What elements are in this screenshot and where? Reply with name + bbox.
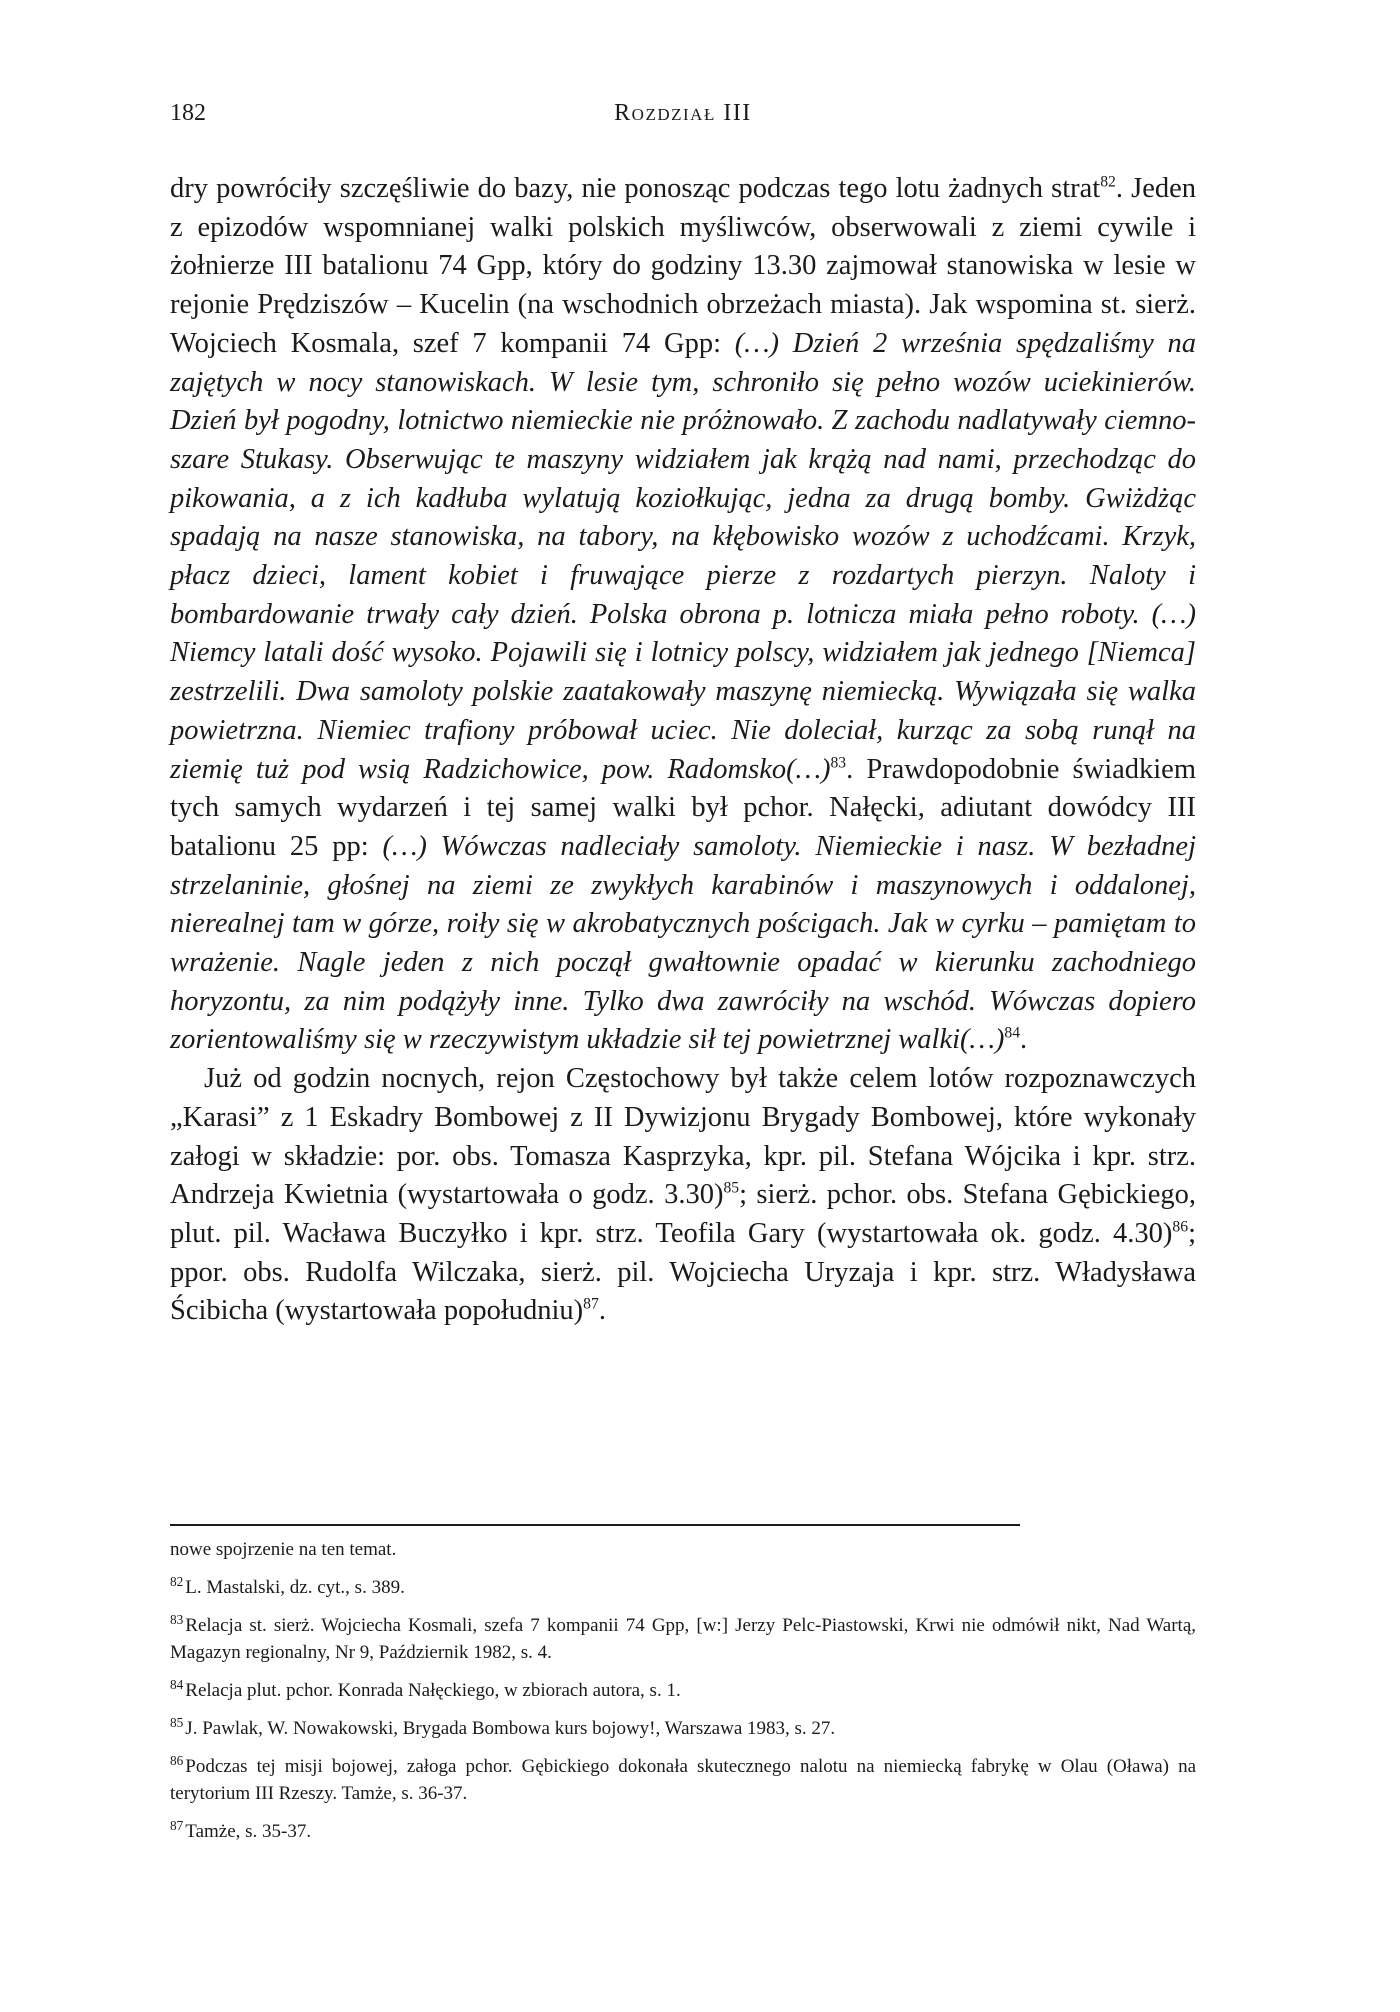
text-run: ; ppor. obs. Rudolfa Wilczaka, sierż. pil. Wojciecha Uryzaja i kpr. strz. Władysława Ścibicha (wystartowała popołudniu) <box>170 1217 1196 1327</box>
footnote-continuation <box>170 1536 1196 1563</box>
text-run: . Jeden z epizodów wspomnianej walki polskich myśliwców, obserwowali z ziemi cywile i żołnierze III batalionu 74 Gpp, który do godziny 13.30 zajmował stanowiska w lesie w rejonie Prędziszów – Kucelin (na wschodnich obrzeżach miasta). Jak wspomina st. sierż. Wojciech Kosmala, szef 7 kompanii 74 Gpp: <box>170 173 1197 359</box>
footnote-83 <box>170 1612 1196 1666</box>
paragraph-2 <box>170 1060 1196 1331</box>
footnote-ref-87: 87 <box>583 1295 599 1313</box>
footnote-text: Relacja st. sierż. Wojciecha Kosmali, szefa 7 kompanii 74 Gpp, [w:] Jerzy Pelc-Piastowski, Krwi nie odmówił nikt, Nad Wartą, Magazyn regionalny, Nr 9, Październik 1982, s. 4. <box>170 1615 1196 1663</box>
running-head <box>170 100 1196 134</box>
text-run: . Prawdopodobnie świadkiem tych samych wydarzeń i tej samej walki był pchor. Nałęcki, adiutant dowódcy III batalionu 25 pp: <box>170 753 1196 862</box>
footnote-ref-85: 85 <box>723 1179 740 1197</box>
footnote-85 <box>170 1715 1196 1742</box>
quotation-nalecki: (…) Wówczas nadleciały samoloty. Niemieckie i nasz. W bezładnej strzelaninie, głośnej na ziemi ze zwykłych karabinów i maszynowych i oddalonej, nierealnej tam w górze, roiły się w akrobatycznych pościgach. Jak w cyrku – pamiętam to wrażenie. Nagle jeden z nich począł gwałtownie opadać w kierunku zachodniego horyzontu, za nim podążyły inne. Tylko dwa zawróciły na wschód. Wówczas dopiero zorientowaliśmy się w rzeczywistym układzie sił tej powietrznej walki(…) <box>170 830 1196 1056</box>
chapter-title: Rozdział III <box>614 100 752 126</box>
footnote-ref-83: 83 <box>830 754 847 772</box>
footnote-ref-84: 84 <box>1004 1024 1021 1042</box>
main-text <box>170 170 1196 1331</box>
footnote-number: 82 <box>170 1573 184 1589</box>
footnote-text: Tamże, s. 35-37. <box>185 1821 312 1842</box>
footnote-ref-82: 82 <box>1100 173 1116 191</box>
footnote-divider <box>170 1524 1020 1526</box>
text-run: . <box>598 1295 606 1327</box>
footnote-number: 84 <box>170 1676 184 1692</box>
footnote-number: 85 <box>170 1714 184 1730</box>
text-run: dry powróciły szczęśliwie do bazy, nie ponosząc podczas tego lotu żadnych strat <box>170 173 1101 204</box>
footnote-87 <box>170 1818 1196 1845</box>
footnote-text: J. Pawlak, W. Nowakowski, Brygada Bombowa kurs bojowy!, Warszawa 1983, s. 27. <box>185 1718 836 1739</box>
footnote-number: 87 <box>170 1817 184 1833</box>
footnote-text: L. Mastalski, dz. cyt., s. 389. <box>185 1577 405 1598</box>
text-run: Już od godzin nocnych, rejon Częstochowy był także celem lotów rozpoznawczych „Karasi” z 1 Eskadry Bombowej z II Dywizjonu Brygady Bombowej, które wykonały załogi w składzie: por. obs. Tomasza Kasprzyka, kpr. pil. Stefana Wójcika i kpr. strz. Andrzeja Kwietnia (wystartowała o godz. 3.30) <box>170 1063 1196 1211</box>
footnote-text: nowe spojrzenie na ten temat. <box>170 1539 397 1560</box>
footnote-text: Relacja plut. pchor. Konrada Nałęckiego, w zbiorach autora, s. 1. <box>185 1680 681 1701</box>
footnote-84 <box>170 1677 1196 1704</box>
footnote-82 <box>170 1574 1196 1601</box>
footnote-86 <box>170 1753 1196 1807</box>
quotation-kosmala: (…) Dzień 2 września spędzaliśmy na zajętych w nocy stanowiskach. W lesie tym, schroniło się pełno wozów uciekinierów. Dzień był pogodny, lotnictwo niemieckie nie próżnowało. Z zachodu nadlatywały ciemno-szare Stukasy. Obserwując te maszyny widziałem jak krążą nad nami, przechodząc do pikowania, a z ich kadłuba wylatują koziołkując, jedna za drugą bomby. Gwiżdżąc spadają na nasze stanowiska, na tabory, na kłębowisko wozów z uchodźcami. Krzyk, płacz dzieci, lament kobiet i fruwające pierze z rozdartych pierzyn. Naloty i bombardowanie trwały cały dzień. Polska obrona p. lotnicza miała pełno roboty. (…) Niemcy latali dość wysoko. Pojawili się i lotnicy polscy, widziałem jak jednego [Niemca] zestrzelili. Dwa samoloty polskie zaatakowały maszynę niemiecką. Wywiązała się walka powietrzna. Niemiec trafiony próbował uciec. Nie doleciał, kurząc za sobą runął na ziemię tuż pod wsią Radzichowice, pow. Radomsko(…) <box>170 327 1197 785</box>
footnote-number: 86 <box>170 1752 184 1768</box>
text-run: ; sierż. pchor. obs. Stefana Gębickiego, plut. pil. Wacława Buczyłko i kpr. strz. Teofila Gary (wystartowała ok. godz. 4.30) <box>170 1179 1196 1249</box>
footnote-number: 83 <box>170 1611 184 1627</box>
text-run: . <box>1020 1024 1028 1056</box>
footnote-text: Podczas tej misji bojowej, załoga pchor. Gębickiego dokonała skutecznego nalotu na niemiecką fabrykę w Olau (Oława) na terytorium III Rzeszy. Tamże, s. 36-37. <box>170 1756 1196 1804</box>
footnote-ref-86: 86 <box>1172 1218 1189 1236</box>
paragraph-1 <box>170 170 1196 1060</box>
footnotes <box>170 1536 1196 1856</box>
page-number: 182 <box>170 100 206 126</box>
